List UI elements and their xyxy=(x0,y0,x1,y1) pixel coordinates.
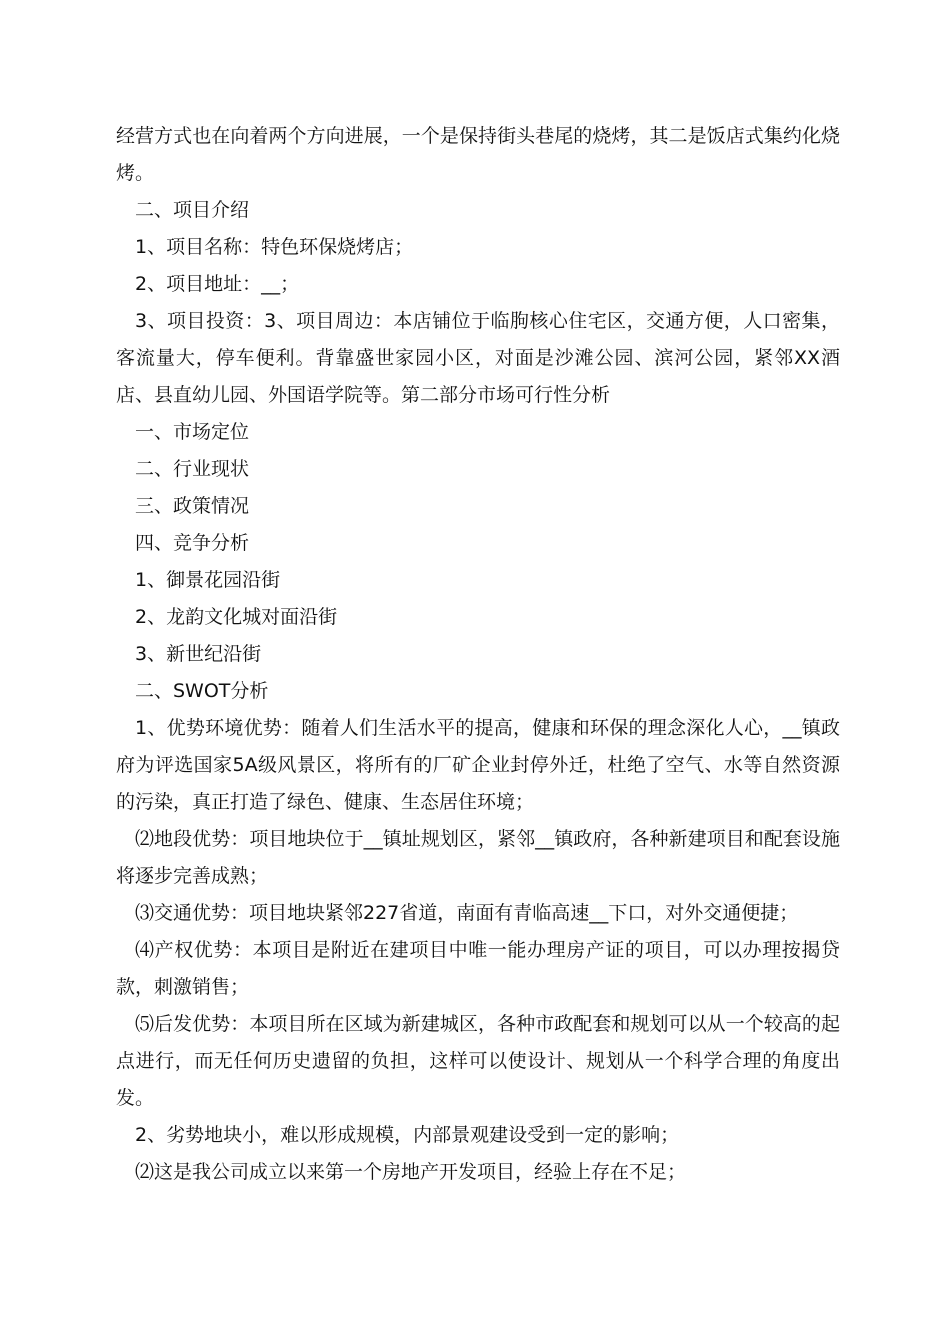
list-item-competitor-1: 1、御景花园沿街 xyxy=(135,569,281,591)
list-item-competitor-2: 2、龙韵文化城对面沿街 xyxy=(135,606,338,628)
paragraph-environment-advantage: 1、优势环境优势：随着人们生活水平的提高，健康和环保的理念深化人心，__镇政府为评选国家5A级风景区，将所有的厂矿企业封停外迁，杜绝了空气、水等自然资源的污染，真正打造了绿色、健康、生态居住环境； xyxy=(116,717,840,813)
paragraph-weakness-land: 2、劣势地块小，难以形成规模，内部景观建设受到一定的影响； xyxy=(135,1124,680,1146)
list-item-project-investment: 3、项目投资：3、项目周边：本店铺位于临朐核心住宅区，交通方便，人口密集，客流量大，停车便利。背靠盛世家园小区，对面是沙滩公园、滨河公园，紧邻XX酒店、县直幼儿园、外国语学院等。第二部分市场可行性分析 xyxy=(116,310,840,406)
paragraph-continuation: 经营方式也在向着两个方向进展，一个是保持街头巷尾的烧烤，其二是饭店式集约化烧烤。 xyxy=(116,125,840,184)
section-heading-industry-status: 二、行业现状 xyxy=(135,458,250,480)
section-heading-market-position: 一、市场定位 xyxy=(135,421,250,443)
paragraph-location-advantage: ⑵地段优势：项目地块位于__镇址规划区，紧邻__镇政府，各种新建项目和配套设施将逐步完善成熟； xyxy=(116,828,840,887)
list-item-project-name: 1、项目名称：特色环保烧烤店； xyxy=(135,236,414,258)
section-heading-project-intro: 二、项目介绍 xyxy=(135,199,250,221)
section-heading-competition: 四、竞争分析 xyxy=(135,532,250,554)
document-body xyxy=(116,118,840,1191)
list-item-competitor-3: 3、新世纪沿街 xyxy=(135,643,262,665)
paragraph-weakness-experience: ⑵这是我公司成立以来第一个房地产开发项目，经验上存在不足； xyxy=(135,1161,687,1183)
paragraph-property-advantage: ⑷产权优势：本项目是附近在建项目中唯一能办理房产证的项目，可以办理按揭贷款，刺激销售； xyxy=(116,939,840,998)
paragraph-traffic-advantage: ⑶交通优势：项目地块紧邻227省道，南面有青临高速__下口，对外交通便捷； xyxy=(135,902,799,924)
section-heading-policy: 三、政策情况 xyxy=(135,495,250,517)
section-heading-swot: 二、SWOT分析 xyxy=(135,680,269,702)
paragraph-late-mover-advantage: ⑸后发优势：本项目所在区域为新建城区，各种市政配套和规划可以从一个较高的起点进行，而无任何历史遗留的负担，这样可以使设计、规划从一个科学合理的角度出发。 xyxy=(116,1013,840,1109)
list-item-project-address: 2、项目地址：__； xyxy=(135,273,300,295)
